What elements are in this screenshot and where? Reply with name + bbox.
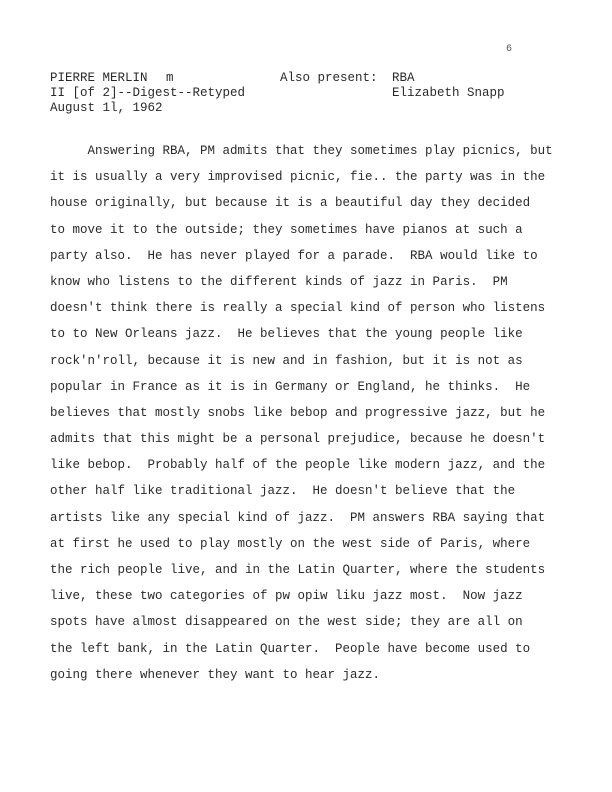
text-line: live, these two categories of pw opiw liku jazz most. Now jazz xyxy=(50,589,523,604)
also-present-rba: RBA xyxy=(392,71,415,85)
text-line: to move it to the outside; they sometimes have pianos at such a xyxy=(50,222,523,237)
page-number: 6 xyxy=(506,44,513,55)
header-row-3 xyxy=(50,101,520,116)
text-line: at first he used to play mostly on the west side of Paris, where xyxy=(50,536,531,551)
text-line: doesn't think there is really a special kind of person who listens xyxy=(50,301,546,316)
text-line: believes that mostly snobs like bebop and progressive jazz, but he xyxy=(50,405,546,420)
text-line: to to New Orleans jazz. He believes that the young people like xyxy=(50,327,523,342)
text-line: artists like any special kind of jazz. PM answers RBA saying that xyxy=(50,510,546,525)
text-line: the rich people live, and in the Latin Quarter, where the students xyxy=(50,563,546,577)
also-present-label: Also present: xyxy=(280,71,378,85)
text-line: going there whenever they want to hear jazz. xyxy=(50,667,381,682)
interview-date: August 1l, 1962 xyxy=(50,101,163,115)
interviewee-suffix: m xyxy=(166,71,174,85)
text-line: it is usually a very improvised picnic, fie.. the party was in the xyxy=(50,170,546,185)
interviewee-name: PIERRE MERLIN xyxy=(50,71,148,85)
text-line: Answering RBA, PM admits that they sometimes play picnics, but xyxy=(50,144,553,158)
reel-info: II [of 2]--Digest--Retyped xyxy=(50,86,246,100)
digest-paragraph xyxy=(50,138,553,688)
text-line: house originally, but because it is a beautiful day they decided xyxy=(50,196,531,211)
header-row-2 xyxy=(50,86,520,101)
text-line: the left bank, in the Latin Quarter. People have become used to xyxy=(50,641,531,656)
text-line: like bebop. Probably half of the people like modern jazz, and the xyxy=(50,458,546,473)
text-line: popular in France as it is in Germany or England, he thinks. He xyxy=(50,379,531,394)
text-line: know who listens to the different kinds of jazz in Paris. PM xyxy=(50,274,508,289)
also-present-snapp: Elizabeth Snapp xyxy=(392,86,505,100)
text-line: admits that this might be a personal prejudice, because he doesn't xyxy=(50,432,546,447)
document-header xyxy=(50,71,520,116)
header-row-1 xyxy=(50,71,520,86)
text-line: other half like traditional jazz. He doesn't believe that the xyxy=(50,484,516,499)
text-line: rock'n'roll, because it is new and in fashion, but it is not as xyxy=(50,353,523,368)
text-line: party also. He has never played for a parade. RBA would like to xyxy=(50,248,538,263)
text-line: spots have almost disappeared on the west side; they are all on xyxy=(50,615,523,630)
